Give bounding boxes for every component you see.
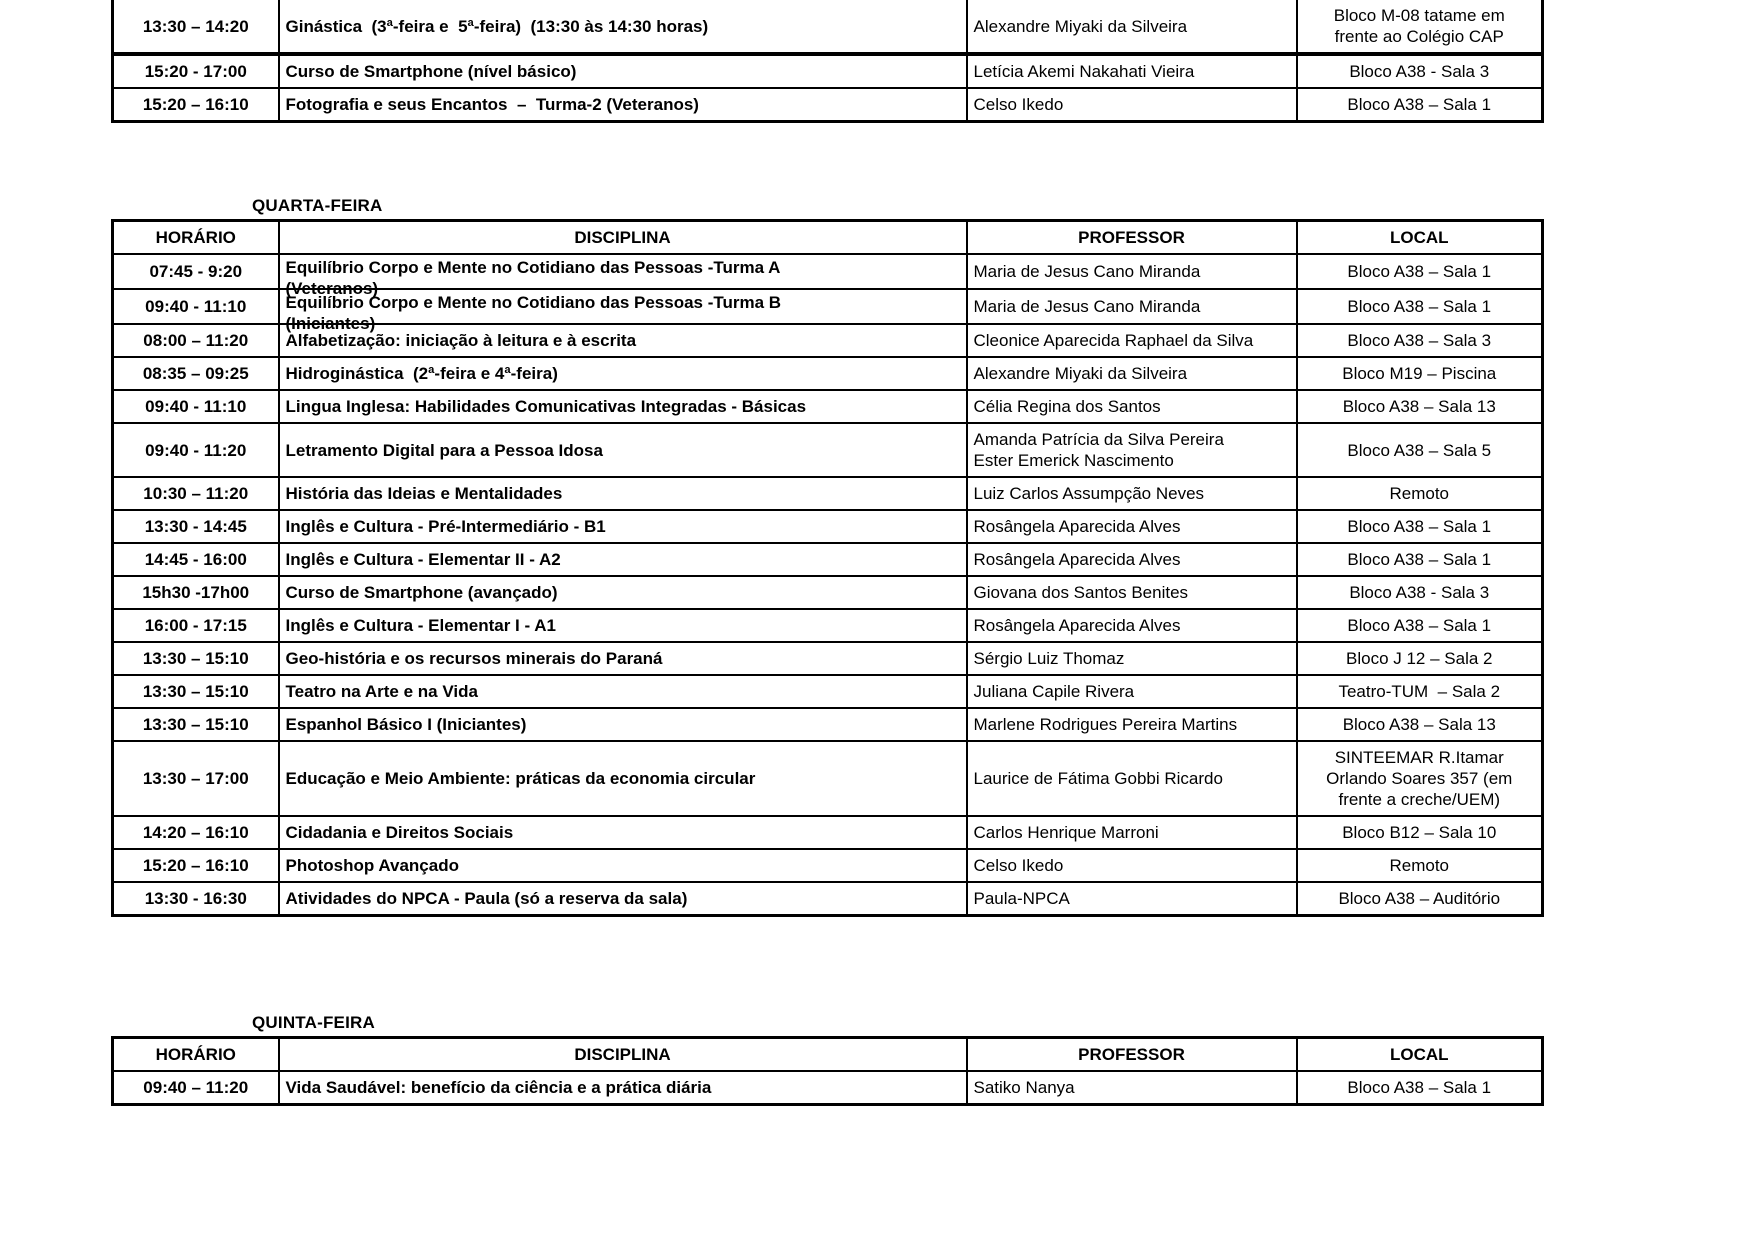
text-line: (Iniciantes) [285,314,376,333]
text-line: Curso de Smartphone (avançado) [285,583,558,602]
text-line: Bloco J 12 – Sala 2 [1346,649,1493,668]
text-line: Bloco M19 – Piscina [1342,364,1497,383]
text-line: Célia Regina dos Santos [973,397,1161,416]
text-line: Inglês e Cultura - Elementar I - A1 [285,616,556,635]
cell-text [1304,714,1536,735]
text-line: Bloco B12 – Sala 10 [1342,823,1497,842]
time-cell: 15:20 - 17:00 [113,54,279,88]
cell-text [286,483,960,504]
local-cell [1297,882,1543,916]
text-line: Rosângela Aparecida Alves [973,517,1181,536]
cell-text [1304,516,1536,537]
cell-text [286,440,960,461]
text-line: Cidadania e Direitos Sociais [285,823,514,842]
professor-header: PROFESSOR [967,1038,1297,1072]
discipline-cell [279,324,967,357]
text-line: Alfabetização: iniciação à leitura e à escrita [285,331,637,350]
cell-text [1304,855,1536,876]
professor-cell [967,477,1297,510]
cell-text [974,855,1290,876]
text-line: Vida Saudável: benefício da ciência e a prática diária [285,1078,712,1097]
local-cell [1297,357,1543,390]
local-cell [1297,289,1543,324]
time-cell: 14:20 – 16:10 [113,816,279,849]
text-line: Curso de Smartphone (nível básico) [285,62,577,81]
table-row [113,390,1543,423]
professor-cell [967,510,1297,543]
text-line: Bloco A38 – Sala 13 [1342,397,1496,416]
text-line: Ester Emerick Nascimento [973,451,1174,470]
cell-text [974,261,1290,282]
text-line: Geo-história e os recursos minerais do Paraná [285,649,663,668]
text-line: Teatro na Arte e na Vida [285,682,478,701]
text-line: Giovana dos Santos Benites [973,583,1189,602]
professor-cell [967,708,1297,741]
cell-text [1304,549,1536,570]
cell-text [974,714,1290,735]
table-row [113,357,1543,390]
local-cell [1297,510,1543,543]
professor-cell [967,0,1297,54]
table-row [113,543,1543,576]
horario-header: HORÁRIO [113,1038,279,1072]
local-cell [1297,477,1543,510]
cell-text [286,615,960,636]
text-line: Lingua Inglesa: Habilidades Comunicativas Integradas - Básicas [285,397,807,416]
local-cell [1297,543,1543,576]
table-row [113,576,1543,609]
disciplina-header: DISCIPLINA [279,1038,967,1072]
discipline-cell [279,576,967,609]
text-line: Atividades do NPCA - Paula (só a reserva da sala) [285,889,688,908]
cell-text [286,16,960,37]
table-row [113,477,1543,510]
text-line: Photoshop Avançado [285,856,459,875]
discipline-cell [279,816,967,849]
table-row [113,816,1543,849]
discipline-cell [279,0,967,54]
text-line: Maria de Jesus Cano Miranda [973,262,1201,281]
discipline-cell [279,1071,967,1105]
discipline-cell [279,675,967,708]
schedule-table-quinta [111,1036,1544,1106]
cell-text [286,855,960,876]
professor-cell [967,675,1297,708]
text-line: Fotografia e seus Encantos – Turma-2 (Veteranos) [285,95,699,114]
text-line: Bloco A38 – Sala 1 [1347,550,1492,569]
professor-cell [967,642,1297,675]
local-cell [1297,1071,1543,1105]
table-row [113,741,1543,816]
local-header: LOCAL [1297,1038,1543,1072]
cell-text [974,296,1290,317]
discipline-cell [279,609,967,642]
professor-cell [967,324,1297,357]
cell-text [974,94,1290,115]
text-line: Celso Ikedo [973,95,1064,114]
professor-cell [967,543,1297,576]
cell-text [1304,363,1536,384]
cell-text [974,549,1290,570]
professor-cell [967,741,1297,816]
text-line: Cleonice Aparecida Raphael da Silva [973,331,1254,350]
discipline-cell [279,882,967,916]
text-line: Letícia Akemi Nakahati Vieira [973,62,1195,81]
text-line: frente ao Colégio CAP [1334,27,1504,46]
text-line: Teatro-TUM – Sala 2 [1338,682,1501,701]
text-line: Equilíbrio Corpo e Mente no Cotidiano das Pessoas -Turma B [285,293,782,312]
time-cell: 09:40 - 11:20 [113,423,279,477]
table-row [113,1071,1543,1105]
text-line: Espanhol Básico I (Iniciantes) [285,715,527,734]
discipline-cell [279,289,967,333]
text-line: Bloco A38 – Sala 1 [1347,297,1492,316]
time-cell: 13:30 – 15:10 [113,642,279,675]
professor-cell [967,88,1297,122]
professor-cell [967,423,1297,477]
time-cell: 13:30 - 14:45 [113,510,279,543]
text-line: Inglês e Cultura - Elementar II - A2 [285,550,561,569]
text-line: Celso Ikedo [973,856,1064,875]
text-line: Remoto [1389,856,1450,875]
text-line: Bloco A38 – Sala 5 [1347,440,1492,460]
cell-text [974,822,1290,843]
professor-header: PROFESSOR [967,221,1297,255]
text-line: Bloco A38 – Sala 1 [1347,616,1492,635]
cell-text [1304,648,1536,669]
table-row [113,0,1543,54]
horario-header: HORÁRIO [113,221,279,255]
time-cell: 09:40 – 11:20 [113,1071,279,1105]
professor-cell [967,54,1297,88]
cell-text [1304,396,1536,417]
cell-text [1304,5,1536,47]
local-cell [1297,0,1543,54]
cell-text [286,822,960,843]
section-title-quinta: QUINTA-FEIRA [252,1013,375,1032]
local-cell [1297,88,1543,122]
schedule-table-quarta [111,219,1544,917]
professor-cell [967,882,1297,916]
table-row [113,849,1543,882]
local-cell [1297,390,1543,423]
discipline-cell [279,88,967,122]
text-line: Bloco A38 – Sala 1 [1347,517,1492,536]
text-line: Rosângela Aparecida Alves [973,550,1181,569]
text-line: Equilíbrio Corpo e Mente no Cotidiano das Pessoas -Turma A [285,258,781,277]
cell-text [1304,747,1536,810]
discipline-cell [279,390,967,423]
local-cell [1297,708,1543,741]
cell-text [286,1077,960,1098]
cell-text [286,648,960,669]
table-row [113,510,1543,543]
cell-text [286,768,960,789]
text-line: Bloco A38 – Sala 1 [1347,262,1492,281]
time-cell: 15h30 -17h00 [113,576,279,609]
cell-text [286,681,960,702]
text-line: Bloco A38 – Auditório [1338,889,1501,908]
text-line: Inglês e Cultura - Pré-Intermediário - B1 [285,517,606,536]
cell-text [286,582,960,603]
text-line: Bloco M-08 tatame em [1333,6,1505,25]
cell-text [1304,261,1536,282]
text-line: Maria de Jesus Cano Miranda [973,297,1201,316]
text-line: Sérgio Luiz Thomaz [973,649,1125,668]
text-line: Paula-NPCA [973,889,1070,908]
time-cell: 07:45 - 9:20 [113,254,279,289]
discipline-cell [279,849,967,882]
cell-text [286,516,960,537]
local-cell [1297,642,1543,675]
cell-text [1304,681,1536,702]
local-cell [1297,423,1543,477]
local-header: LOCAL [1297,221,1543,255]
cell-text [1304,822,1536,843]
cell-text [286,363,960,384]
cell-text [974,429,1290,471]
text-line: Amanda Patrícia da Silva Pereira [973,430,1224,449]
local-cell [1297,849,1543,882]
time-cell: 14:45 - 16:00 [113,543,279,576]
cell-text [974,483,1290,504]
schedule-document [111,0,1541,1106]
cell-text [974,61,1290,82]
discipline-cell [279,741,967,816]
cell-text [974,681,1290,702]
cell-text [1304,61,1536,82]
table-row [113,642,1543,675]
discipline-cell [279,54,967,88]
text-line: frente a creche/UEM) [1338,790,1501,809]
text-line: Bloco A38 – Sala 13 [1342,715,1496,734]
time-cell: 08:35 – 09:25 [113,357,279,390]
cell-text [286,61,960,82]
cell-text [974,768,1290,789]
professor-cell [967,390,1297,423]
text-line: Orlando Soares 357 (em [1326,769,1513,788]
table-row [113,289,1543,324]
cell-text [286,330,960,351]
text-line: Educação e Meio Ambiente: práticas da economia circular [285,769,756,788]
cell-text [1304,483,1536,504]
discipline-cell [279,708,967,741]
local-cell [1297,254,1543,289]
time-cell: 13:30 - 16:30 [113,882,279,916]
discipline-cell [279,357,967,390]
table-row [113,708,1543,741]
cell-text [974,888,1290,909]
cell-text [286,94,960,115]
professor-cell [967,1071,1297,1105]
text-line: Bloco A38 - Sala 3 [1349,583,1490,602]
table-row [113,675,1543,708]
cell-text [974,16,1290,37]
local-cell [1297,576,1543,609]
text-line: Bloco A38 – Sala 1 [1347,1078,1492,1097]
cell-text [286,549,960,570]
local-cell [1297,741,1543,816]
cell-text [974,330,1290,351]
cell-text [286,396,960,417]
text-line: Alexandre Miyaki da Silveira [973,364,1188,383]
cell-text [1304,1077,1536,1098]
schedule-table-top-partial [111,0,1544,123]
time-cell: 13:30 – 15:10 [113,675,279,708]
cell-text [974,648,1290,669]
section-title-quarta: QUARTA-FEIRA [252,196,383,215]
text-line: Bloco A38 – Sala 1 [1347,95,1492,114]
cell-text [285,257,960,298]
text-line: Satiko Nanya [973,1078,1075,1097]
cell-text [286,888,960,909]
discipline-cell [279,543,967,576]
cell-text [974,516,1290,537]
professor-cell [967,609,1297,642]
table-row [113,882,1543,916]
time-cell: 09:40 - 11:10 [113,289,279,324]
cell-text [1304,296,1536,317]
text-line: SINTEEMAR R.Itamar [1334,748,1504,767]
text-line: Juliana Capile Rivera [973,682,1135,701]
table-row [113,54,1543,88]
cell-text [1304,94,1536,115]
text-line: Bloco A38 - Sala 3 [1349,62,1490,81]
discipline-cell [279,477,967,510]
professor-cell [967,254,1297,289]
time-cell: 08:00 – 11:20 [113,324,279,357]
time-cell: 09:40 - 11:10 [113,390,279,423]
text-line: Marlene Rodrigues Pereira Martins [973,715,1238,734]
cell-text [974,396,1290,417]
cell-text [286,714,960,735]
text-line: História das Ideias e Mentalidades [285,484,563,503]
disciplina-header: DISCIPLINA [279,221,967,255]
time-cell: 13:30 – 17:00 [113,741,279,816]
professor-cell [967,357,1297,390]
table-row [113,609,1543,642]
local-cell [1297,54,1543,88]
cell-text [974,615,1290,636]
table-row [113,254,1543,289]
local-cell [1297,324,1543,357]
local-cell [1297,675,1543,708]
cell-text [974,582,1290,603]
time-cell: 15:20 – 16:10 [113,88,279,122]
text-line: Luiz Carlos Assumpção Neves [973,484,1205,503]
local-cell [1297,609,1543,642]
text-line: Laurice de Fátima Gobbi Ricardo [973,769,1223,788]
discipline-cell [279,423,967,477]
cell-text [974,363,1290,384]
time-cell: 16:00 - 17:15 [113,609,279,642]
text-line: Ginástica (3ª-feira e 5ª-feira) (13:30 às 14:30 horas) [285,16,709,36]
local-cell [1297,816,1543,849]
professor-cell [967,576,1297,609]
time-cell: 15:20 – 16:10 [113,849,279,882]
time-cell: 10:30 – 11:20 [113,477,279,510]
cell-text [1304,582,1536,603]
table-row [113,88,1543,122]
table-row [113,423,1543,477]
discipline-cell [279,254,967,298]
professor-cell [967,289,1297,324]
text-line: Letramento Digital para a Pessoa Idosa [285,440,603,460]
text-line: Carlos Henrique Marroni [973,823,1159,842]
cell-text [285,292,960,333]
header-row [113,221,1543,255]
cell-text [1304,888,1536,909]
text-line: Remoto [1389,484,1450,503]
table-body [113,1038,1543,1105]
text-line: Rosângela Aparecida Alves [973,616,1181,635]
text-line: (Veteranos) [285,279,379,298]
text-line: Hidroginástica (2ª-feira e 4ª-feira) [285,364,558,383]
cell-text [974,1077,1290,1098]
cell-text [1304,615,1536,636]
professor-cell [967,849,1297,882]
table-body [113,221,1543,916]
discipline-cell [279,510,967,543]
table-body [113,0,1543,122]
professor-cell [967,816,1297,849]
cell-text [1304,330,1536,351]
header-row [113,1038,1543,1072]
discipline-cell [279,642,967,675]
time-cell: 13:30 – 14:20 [113,0,279,54]
time-cell: 13:30 – 15:10 [113,708,279,741]
cell-text [1304,440,1536,461]
text-line: Alexandre Miyaki da Silveira [973,16,1188,36]
text-line: Bloco A38 – Sala 3 [1347,331,1492,350]
